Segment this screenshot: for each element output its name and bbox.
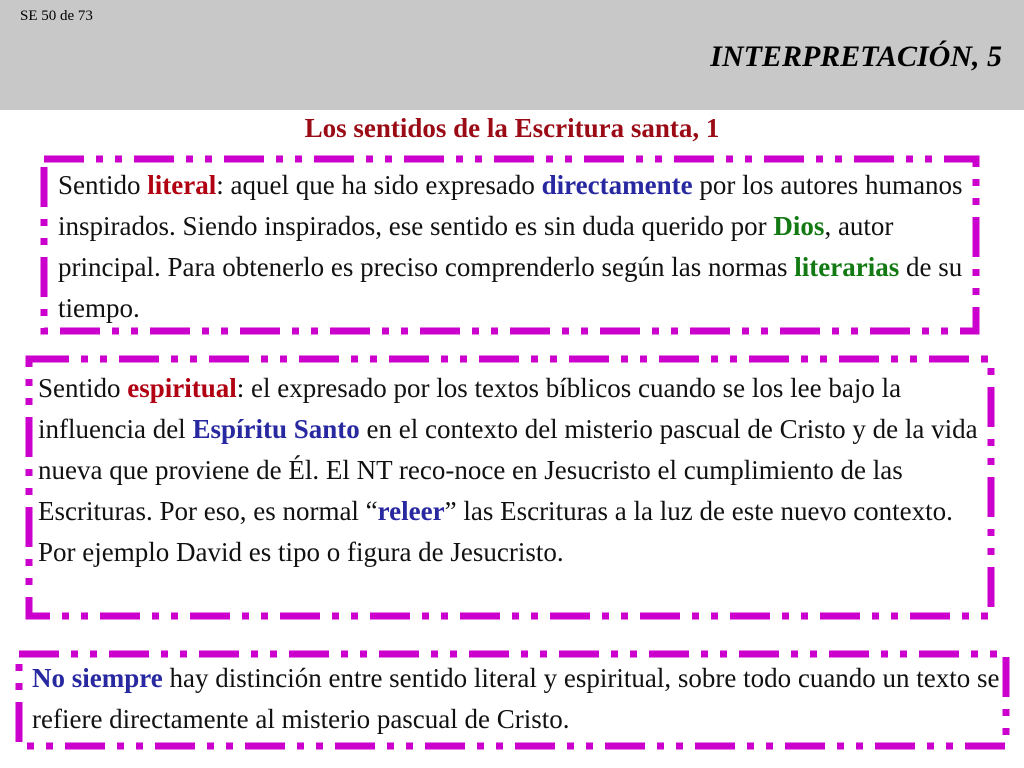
spiritual-sense-text: Sentido espiritual: el expresado por los textos bíblicos cuando se los lee bajo la influencia del Espíritu Santo en el contexto del misterio pascual de Cristo y de la vida nueva que proviene de Él. El NT reco-noce en Jesucristo el cumplimiento de las Escrituras. Por eso, es normal “releer” las Escrituras a la luz de este nuevo contexto. Por ejemplo David es tipo o figura de Jesucristo.: [38, 373, 978, 567]
keyword-directamente: directamente: [541, 170, 693, 200]
spiritual-sense-box: [25, 355, 995, 620]
slide-header: [0, 0, 1024, 110]
keyword-literal: literal: [147, 170, 217, 200]
keyword-espiritu-santo: Espíritu Santo: [192, 414, 360, 444]
literal-sense-box: [40, 155, 980, 335]
keyword-releer: releer: [377, 496, 445, 526]
keyword-espiritual: espiritual: [127, 373, 237, 403]
keyword-dios: Dios: [773, 211, 825, 241]
slide-subtitle: Los sentidos de la Escritura santa, 1: [304, 113, 720, 143]
no-distinction-text: No siempre hay distinción entre sentido literal y espiritual, sobre todo cuando un texto se refiere directamente al misterio pascual de Cristo.: [32, 663, 1000, 734]
no-distinction-box: [15, 650, 1010, 750]
slide-number: SE 50 de 73: [20, 8, 93, 24]
literal-sense-text: Sentido literal: aquel que ha sido expresado directamente por los autores humanos inspirados. Siendo inspirados, ese sentido es sin duda querido por Dios, autor principal. Para obtenerlo es preciso comprenderlo según las normas literarias de su tiempo.: [58, 170, 963, 323]
keyword-no-siempre: No siempre: [32, 663, 163, 693]
section-title: INTERPRETACIÓN, 5: [710, 40, 1002, 73]
keyword-literarias: literarias: [794, 252, 900, 282]
